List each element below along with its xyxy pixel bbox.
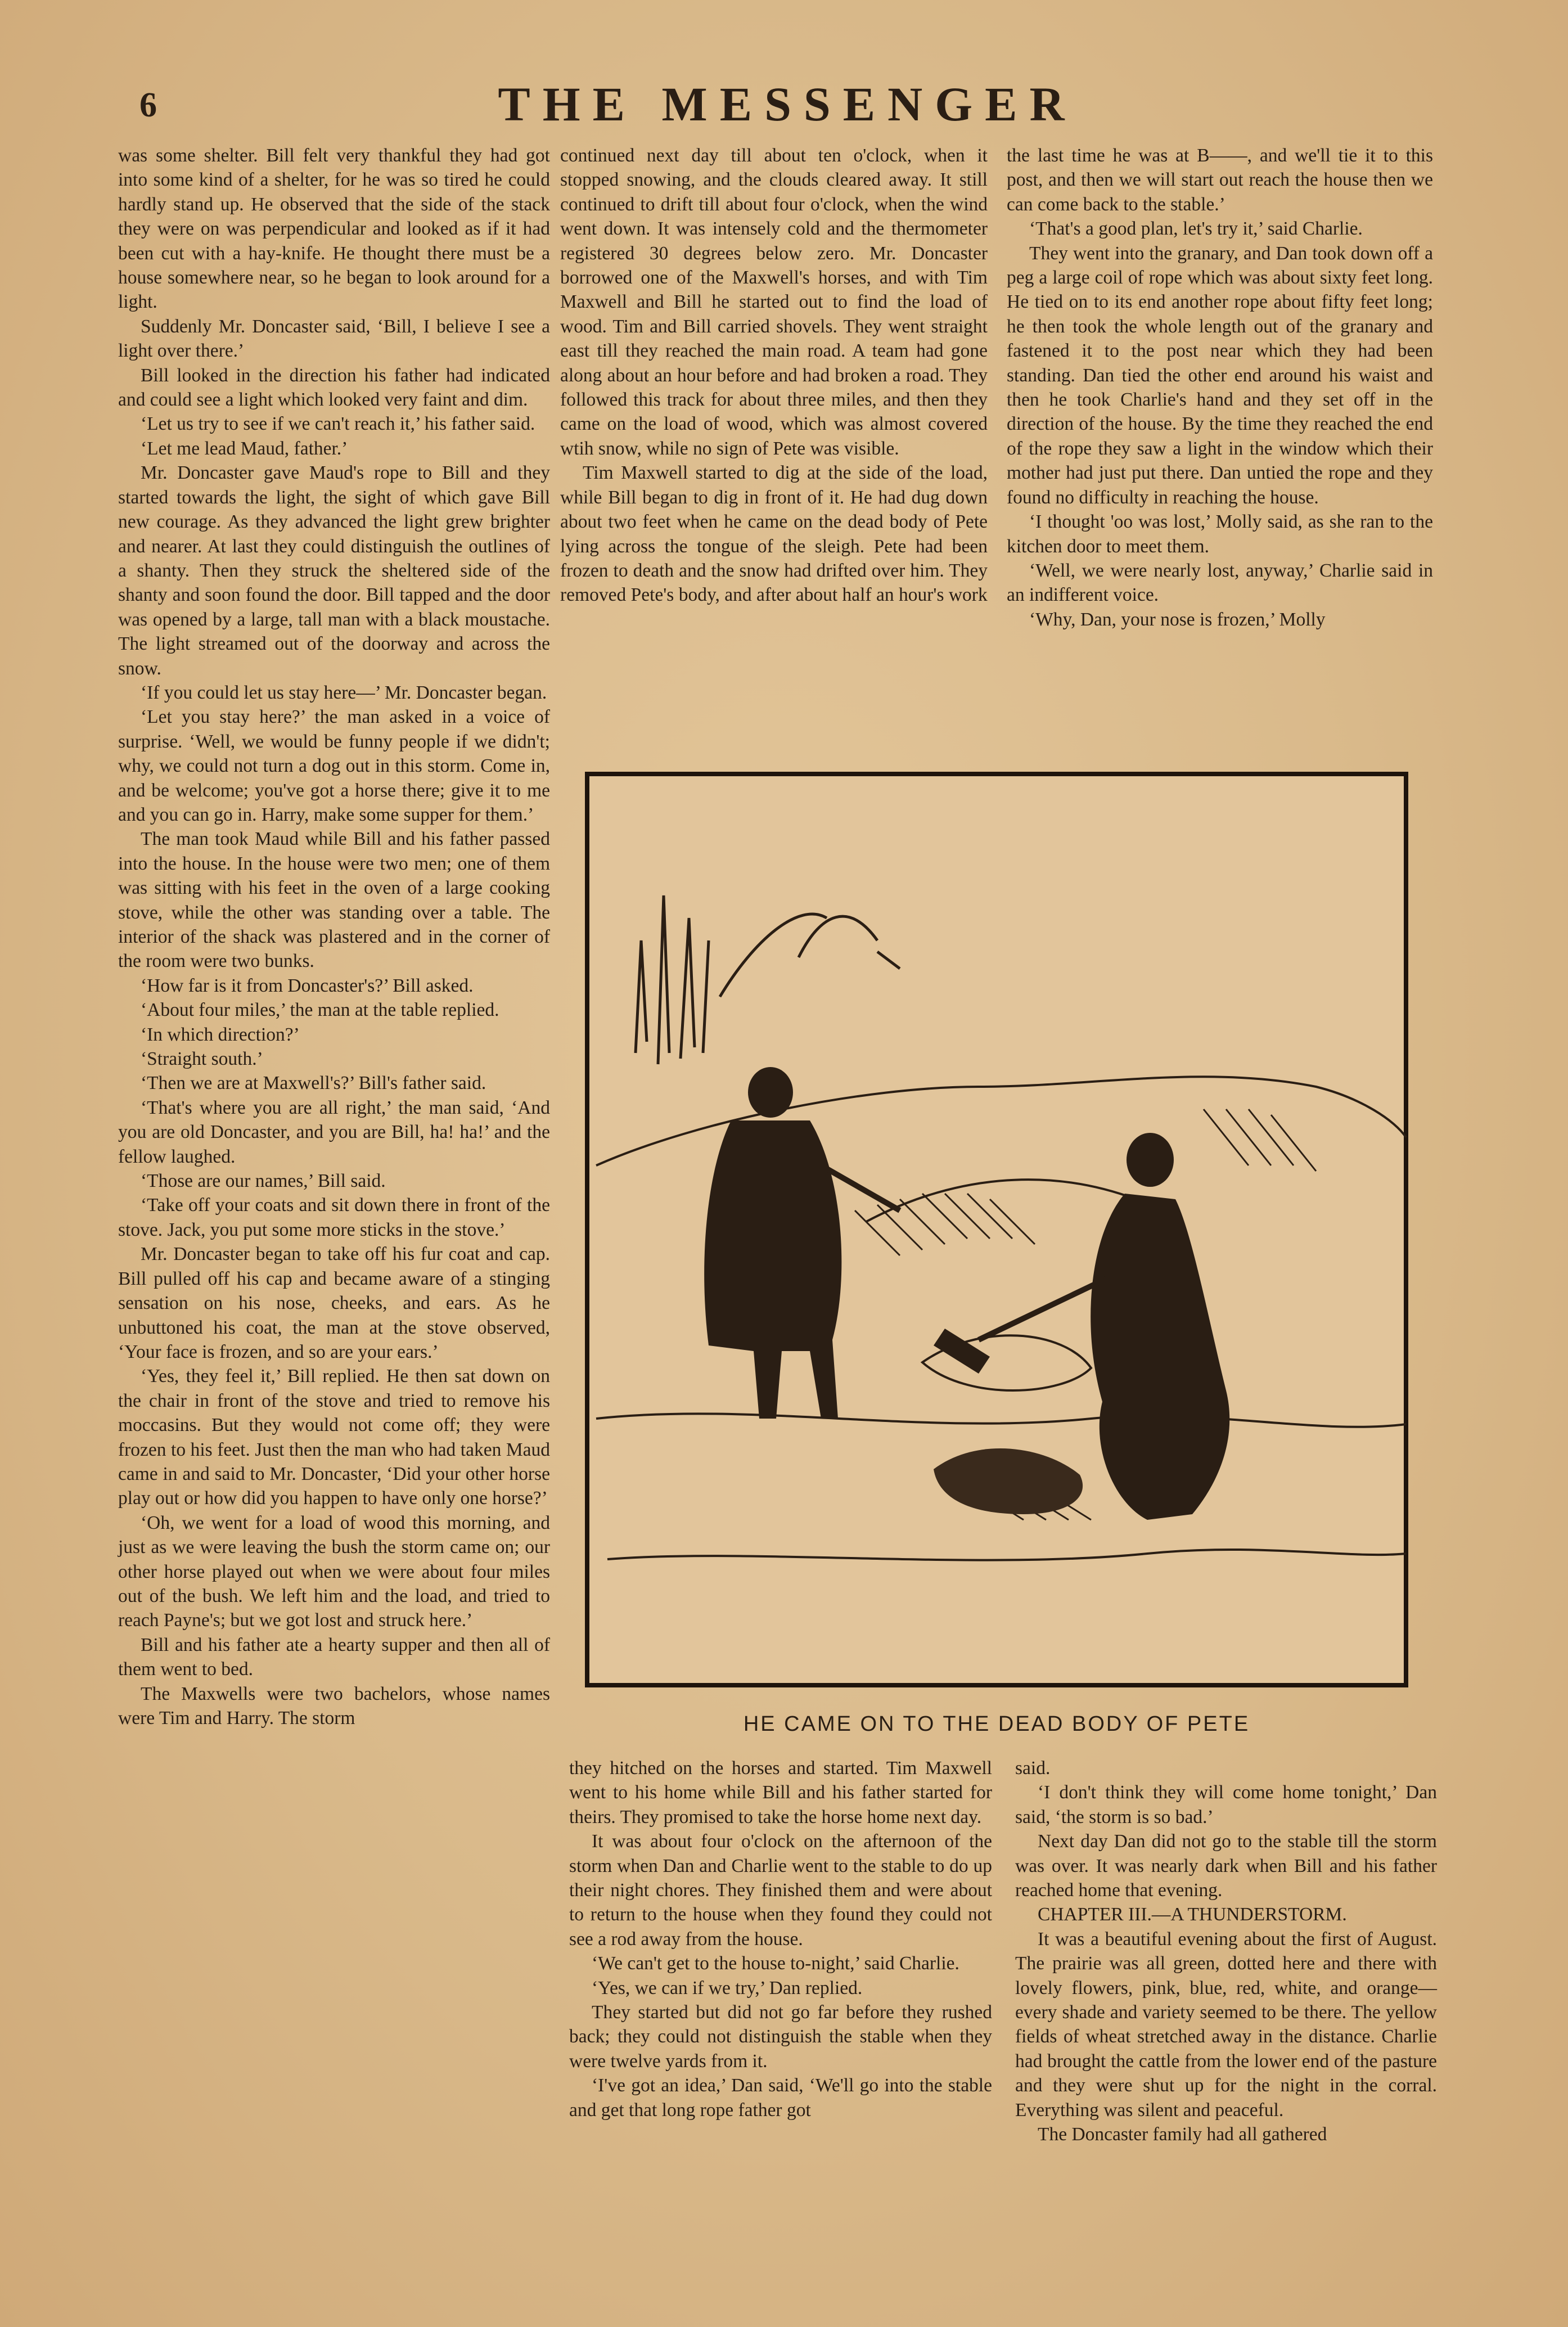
paragraph: said.	[1015, 1758, 1051, 1779]
right-column-bottom	[1015, 1756, 1437, 2147]
paragraph: Tim Maxwell started to dig at the side of the load, while Bill began to dig in front of it. He had dug down about two feet when he came on the dead body of Pete lying across the tongue of the sleigh. Pete had been frozen to death and the snow had drifted over him. They removed Pete's body, and after about half an hour's work	[560, 462, 988, 606]
paragraph: It was a beautiful evening about the first of August. The prairie was all green, dotted here and there with lovely flowers, pink, blue, red, white, and orange—every shade and variety seemed to be there. The yellow fields of wheat stretched away in the distance. Charlie had brought the cattle from the lower end of the pasture and they were shut up for the night in the corral. Everything was silent and peaceful.	[1015, 1928, 1437, 2121]
paragraph: ‘If you could let us stay here—’ Mr. Doncaster began.	[141, 682, 547, 703]
paragraph: ‘We can't get to the house to-night,’ said Charlie.	[592, 1953, 959, 1974]
paragraph: ‘In which direction?’	[141, 1024, 300, 1045]
left-column	[118, 143, 550, 1730]
masthead-title: THE MESSENGER	[498, 77, 1077, 131]
paragraph: ‘I've got an idea,’ Dan said, ‘We'll go into the stable and get that long rope father got	[569, 2075, 992, 2121]
paragraph: ‘That's a good plan, let's try it,’ said Charlie.	[1029, 218, 1363, 240]
middle-column-top	[560, 143, 988, 607]
paragraph: ‘Let us try to see if we can't reach it,’ his father said.	[141, 413, 535, 435]
paragraph: ‘Yes, we can if we try,’ Dan replied.	[592, 1977, 863, 1999]
paragraph: continued next day till about ten o'clock, when it stopped snowing, and the clouds cleared away. It still continued to drift till about four o'clock, when the wind went down. It was intensely cold and the thermometer registered 30 degrees below zero. Mr. Doncaster borrowed one of the Maxwell's horses, and with Tim Maxwell and Bill he started out to find the load of wood. Tim and Bill carried shovels. They went straight east till they reached the main road. A team had gone along about an hour before and had broken a road. They followed this track for about three miles, and then they came on the load of wood, which was almost covered wtih snow, while no sign of Pete was visible.	[560, 145, 988, 459]
page-number: 6	[139, 86, 157, 124]
paragraph: The man took Maud while Bill and his father passed into the house. In the house were two men; one of them was sitting with his feet in the oven of a large cooking stove, while the other was standing over a table. The interior of the shack was plastered and in the corner of the room were two bunks.	[118, 829, 550, 972]
paragraph: Mr. Doncaster began to take off his fur coat and cap. Bill pulled off his cap and became aware of a stinging sensation on his nose, cheeks, and ears. As he unbuttoned his coat, the man at the stove observed, ‘Your face is frozen, and so are your ears.’	[118, 1244, 550, 1362]
illustration-caption: HE CAME ON TO THE DEAD BODY OF PETE	[743, 1712, 1250, 1736]
paragraph: ‘That's where you are all right,’ the man said, ‘And you are old Doncaster, and you are Bill, ha! ha!’ and the fellow laughed.	[118, 1097, 550, 1167]
paragraph: Mr. Doncaster gave Maud's rope to Bill and they started towards the light, the sight of which gave Bill new courage. As they advanced the light grew brighter and nearer. At last they could distinguish the outlines of a shanty. Then they struck the sheltered side of the shanty and soon found the door. Bill tapped and the door was opened by a large, tall man with a black moustache. The light streamed out of the doorway and across the snow.	[118, 462, 550, 679]
paragraph: ‘Well, we were nearly lost, anyway,’ Charlie said in an indifferent voice.	[1007, 560, 1433, 606]
paragraph: ‘Those are our names,’ Bill said.	[141, 1171, 386, 1192]
paragraph: The Maxwells were two bachelors, whose names were Tim and Harry. The storm	[118, 1683, 550, 1729]
paragraph: Suddenly Mr. Doncaster said, ‘Bill, I believe I see a light over there.’	[118, 316, 550, 362]
paragraph: ‘Oh, we went for a load of wood this morning, and just as we were leaving the bush the storm came on; our other horse played out when we were about four miles out of the bush. We left him and the load, and tried to reach Payne's; but we got lost and struck here.’	[118, 1512, 550, 1631]
paragraph: ‘Then we are at Maxwell's?’ Bill's father said.	[141, 1073, 486, 1094]
chapter-heading: CHAPTER III.—A THUNDERSTORM.	[1038, 1904, 1347, 1925]
illustration-digging-in-snow	[585, 772, 1408, 1687]
paragraph: Next day Dan did not go to the stable till the storm was over. It was nearly dark when Bill and his father reached home that evening.	[1015, 1831, 1437, 1901]
paragraph: They went into the granary, and Dan took down off a peg a large coil of rope which was about sixty feet long. He tied on to its end another rope about fifty feet long; he then took the whole length out of the granary and fastened it to the post near which they had been standing. Dan tied the other end around his waist and then he took Charlie's hand and they set off in the direction of the house. By the time they reached the end of the rope they saw a light in the window which their mother had just put there. Dan untied the rope and they found no difficulty in reaching the house.	[1007, 242, 1433, 508]
paragraph: ‘Take off your coats and sit down there in front of the stove. Jack, you put some more sticks in the stove.’	[118, 1195, 550, 1240]
paragraph: ‘About four miles,’ the man at the table replied.	[141, 1000, 499, 1021]
paragraph: they hitched on the horses and started. Tim Maxwell went to his home while Bill and his father started for theirs. They promised to take the horse home next day.	[569, 1758, 992, 1828]
paragraph: It was about four o'clock on the afternoon of the storm when Dan and Charlie went to the stable to do up their night chores. They finished them and were about to return to the house when they found they could not see a rod away from the house.	[569, 1831, 992, 1950]
paragraph: the last time he was at B——, and we'll tie it to this post, and then we will start out reach the house then we can come back to the stable.’	[1007, 145, 1433, 215]
paragraph: ‘Let me lead Maud, father.’	[141, 438, 348, 459]
paragraph: ‘Let you stay here?’ the man asked in a voice of surprise. ‘Well, we would be funny people if we didn't; why, we could not turn a dog out in this storm. Come in, and be welcome; you've got a horse there; give it to me and you can go in. Harry, make some supper for them.’	[118, 706, 550, 825]
middle-column-bottom	[569, 1756, 992, 2122]
paragraph: They started but did not go far before they rushed back; they could not distinguish the stable when they were twelve yards from it.	[569, 2002, 992, 2072]
paragraph: ‘I thought 'oo was lost,’ Molly said, as she ran to the kitchen door to meet them.	[1007, 511, 1433, 557]
right-column-top	[1007, 143, 1433, 632]
paragraph: ‘Yes, they feel it,’ Bill replied. He then sat down on the chair in front of the stove and tried to remove his moccasins. But they would not come off; they were frozen to his feet. Just then the man who had taken Maud came in and said to Mr. Doncaster, ‘Did your other horse play out or how did you happen to have only one horse?’	[118, 1366, 550, 1509]
paragraph: was some shelter. Bill felt very thankful they had got into some kind of a shelter, for he was so tired he could hardly stand up. He observed that the side of the stack they were on was perpendicular and looked as if it had been cut with a hay-knife. He thought there must be a house somewhere near, so he began to look around for a light.	[118, 145, 550, 313]
paragraph: ‘I don't think they will come home tonight,’ Dan said, ‘the storm is so bad.’	[1015, 1782, 1437, 1828]
paragraph: Bill looked in the direction his father had indicated and could see a light which looked very faint and dim.	[118, 364, 550, 411]
paragraph: ‘How far is it from Doncaster's?’ Bill asked.	[141, 975, 474, 996]
paragraph: ‘Why, Dan, your nose is frozen,’ Molly	[1029, 609, 1326, 630]
paragraph: ‘Straight south.’	[141, 1048, 263, 1070]
paragraph: The Doncaster family had all gathered	[1038, 2124, 1327, 2145]
paragraph: Bill and his father ate a hearty supper and then all of them went to bed.	[118, 1634, 550, 1680]
